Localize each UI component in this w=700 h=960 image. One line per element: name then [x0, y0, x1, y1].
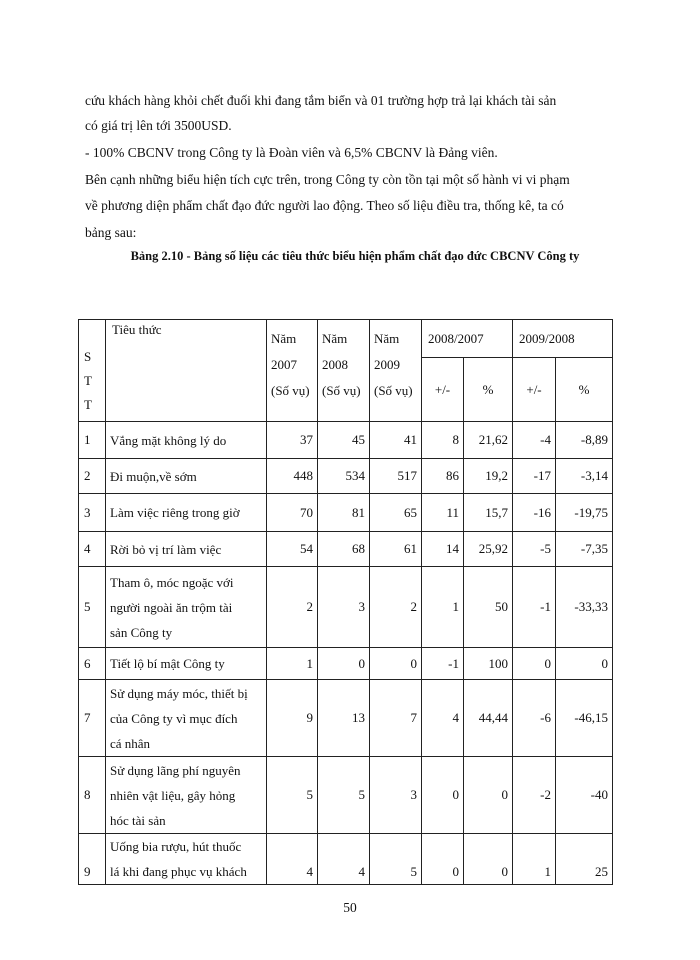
- value-cell: 65: [370, 494, 422, 532]
- value-cell: 4: [267, 834, 318, 885]
- data-table: [78, 319, 613, 885]
- value-cell: -1: [513, 567, 556, 648]
- value-cell: 0: [370, 648, 422, 680]
- value-cell: -7,35: [556, 532, 613, 567]
- value-cell: 44,44: [464, 680, 513, 757]
- value-cell: -33,33: [556, 567, 613, 648]
- stt-header: S T T: [79, 320, 106, 422]
- value-cell: 0: [464, 834, 513, 885]
- criteria-cell: Tiết lộ bí mật Công ty: [106, 648, 267, 680]
- value-cell: 0: [422, 757, 464, 834]
- value-cell: 0: [318, 648, 370, 680]
- pct-header: %: [464, 358, 513, 422]
- criteria-cell: Sử dụng máy móc, thiết bị của Công ty vì mục đích cá nhân: [106, 680, 267, 757]
- value-cell: -46,15: [556, 680, 613, 757]
- stt-cell: 6: [79, 648, 106, 680]
- value-cell: 54: [267, 532, 318, 567]
- value-cell: 517: [370, 459, 422, 494]
- value-cell: -3,14: [556, 459, 613, 494]
- value-cell: 7: [370, 680, 422, 757]
- value-cell: 4: [422, 680, 464, 757]
- value-cell: 3: [318, 567, 370, 648]
- paragraph-line: về phương diện phẩm chất đạo đức người lao động. Theo số liệu điều tra, thống kê, ta có: [85, 198, 564, 213]
- value-cell: 15,7: [464, 494, 513, 532]
- value-cell: 70: [267, 494, 318, 532]
- stt-cell: 7: [79, 680, 106, 757]
- table-row: [79, 567, 613, 648]
- value-cell: -40: [556, 757, 613, 834]
- value-cell: -8,89: [556, 422, 613, 459]
- stt-cell: 2: [79, 459, 106, 494]
- paragraph-line: cứu khách hàng khỏi chết đuối khi đang tắm biển và 01 trường hợp trả lại khách tài sản: [85, 93, 557, 108]
- value-cell: 50: [464, 567, 513, 648]
- table-row: [79, 494, 613, 532]
- value-cell: 25,92: [464, 532, 513, 567]
- value-cell: 1: [422, 567, 464, 648]
- value-cell: 86: [422, 459, 464, 494]
- value-cell: -2: [513, 757, 556, 834]
- pct-header: %: [556, 358, 613, 422]
- value-cell: 1: [267, 648, 318, 680]
- table-row: [79, 648, 613, 680]
- table-row: [79, 834, 613, 885]
- value-cell: 61: [370, 532, 422, 567]
- value-cell: -16: [513, 494, 556, 532]
- value-cell: 11: [422, 494, 464, 532]
- table-row: [79, 757, 613, 834]
- value-cell: 8: [422, 422, 464, 459]
- value-cell: 0: [422, 834, 464, 885]
- value-cell: 5: [318, 757, 370, 834]
- value-cell: 81: [318, 494, 370, 532]
- value-cell: 14: [422, 532, 464, 567]
- paragraph-line: bảng sau:: [85, 225, 137, 240]
- criteria-cell: Uống bia rượu, hút thuốc lá khi đang phục vụ khách: [106, 834, 267, 885]
- year-2007-header: Năm 2007 (Số vụ): [267, 320, 318, 422]
- stt-cell: 9: [79, 834, 106, 885]
- value-cell: 68: [318, 532, 370, 567]
- stt-cell: 1: [79, 422, 106, 459]
- stt-cell: 5: [79, 567, 106, 648]
- value-cell: 19,2: [464, 459, 513, 494]
- value-cell: 4: [318, 834, 370, 885]
- group-2009-2008-header: 2009/2008: [513, 320, 613, 358]
- criteria-cell: Đi muộn,về sớm: [106, 459, 267, 494]
- value-cell: 5: [267, 757, 318, 834]
- value-cell: 534: [318, 459, 370, 494]
- year-2009-header: Năm 2009 (Số vụ): [370, 320, 422, 422]
- value-cell: 2: [267, 567, 318, 648]
- value-cell: 21,62: [464, 422, 513, 459]
- paragraph-line: Bên cạnh những biểu hiện tích cực trên, trong Công ty còn tồn tại một số hành vi vi phạm: [85, 172, 570, 187]
- table-row: [79, 422, 613, 459]
- stt-cell: 3: [79, 494, 106, 532]
- value-cell: -6: [513, 680, 556, 757]
- paragraph-line: có giá trị lên tới 3500USD.: [85, 118, 232, 133]
- table-row: [79, 680, 613, 757]
- criteria-cell: Tham ô, móc ngoặc với người ngoài ăn trộm tài sản Công ty: [106, 567, 267, 648]
- criteria-cell: Vắng mặt không lý do: [106, 422, 267, 459]
- criteria-header: Tiêu thức: [106, 320, 267, 422]
- value-cell: 45: [318, 422, 370, 459]
- paragraph-line: - 100% CBCNV trong Công ty là Đoàn viên và 6,5% CBCNV là Đảng viên.: [85, 145, 498, 160]
- value-cell: -1: [422, 648, 464, 680]
- diff-header: +/-: [422, 358, 464, 422]
- value-cell: 5: [370, 834, 422, 885]
- value-cell: -5: [513, 532, 556, 567]
- criteria-cell: Rời bỏ vị trí làm việc: [106, 532, 267, 567]
- value-cell: 3: [370, 757, 422, 834]
- value-cell: 2: [370, 567, 422, 648]
- table-row: [79, 532, 613, 567]
- value-cell: 9: [267, 680, 318, 757]
- criteria-cell: Làm việc riêng trong giờ: [106, 494, 267, 532]
- table-row: [79, 459, 613, 494]
- value-cell: 25: [556, 834, 613, 885]
- value-cell: 13: [318, 680, 370, 757]
- diff-header: +/-: [513, 358, 556, 422]
- value-cell: 1: [513, 834, 556, 885]
- criteria-cell: Sử dụng lãng phí nguyên nhiên vật liệu, gây hỏng hóc tài sản: [106, 757, 267, 834]
- page-number: 50: [343, 900, 357, 915]
- value-cell: 0: [464, 757, 513, 834]
- stt-cell: 4: [79, 532, 106, 567]
- value-cell: 0: [513, 648, 556, 680]
- value-cell: 448: [267, 459, 318, 494]
- value-cell: -4: [513, 422, 556, 459]
- value-cell: -17: [513, 459, 556, 494]
- value-cell: 100: [464, 648, 513, 680]
- value-cell: -19,75: [556, 494, 613, 532]
- value-cell: 41: [370, 422, 422, 459]
- value-cell: 0: [556, 648, 613, 680]
- group-2008-2007-header: 2008/2007: [422, 320, 513, 358]
- table-caption: Bảng 2.10 - Bảng số liệu các tiêu thức biểu hiện phẩm chất đạo đức CBCNV Công ty: [130, 249, 580, 263]
- year-2008-header: Năm 2008 (Số vụ): [318, 320, 370, 422]
- value-cell: 37: [267, 422, 318, 459]
- stt-cell: 8: [79, 757, 106, 834]
